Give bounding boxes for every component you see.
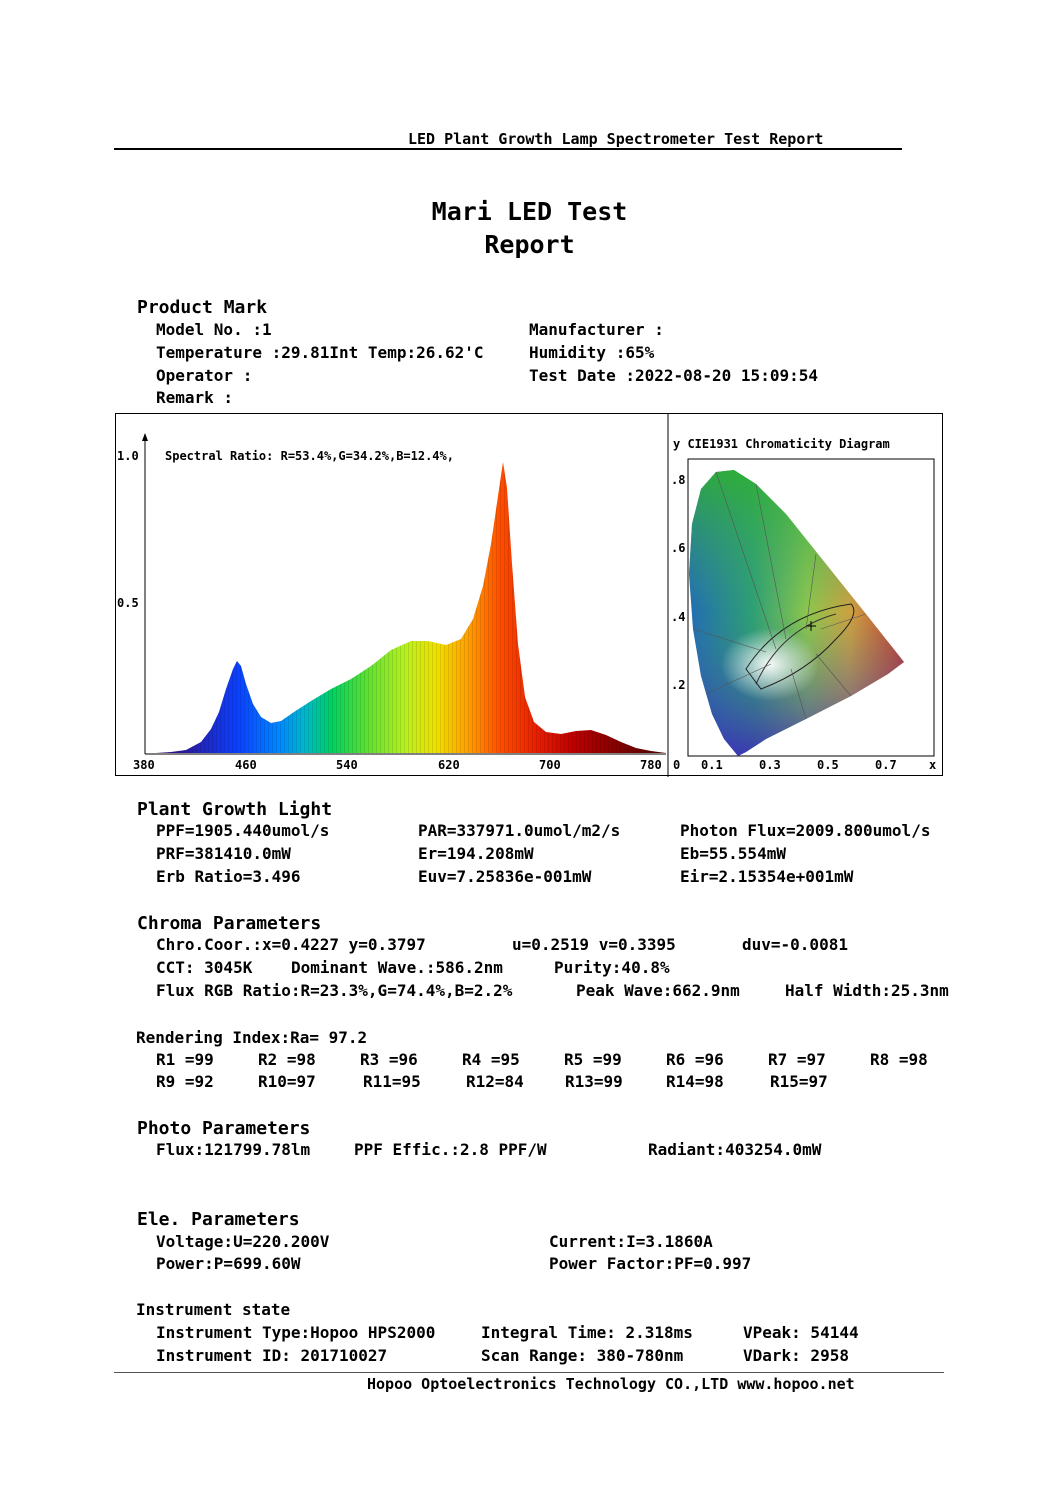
cie-x-05: 0.5 xyxy=(817,758,839,772)
remark: Remark : xyxy=(156,388,234,407)
ppf: PPF=1905.440umol/s xyxy=(156,821,330,840)
cie-y-02: .2 xyxy=(671,678,686,692)
photon-flux: Photon Flux=2009.800umol/s xyxy=(680,821,931,840)
footer-rule xyxy=(114,1372,944,1373)
photo-heading: Photo Parameters xyxy=(137,1118,311,1139)
r9: R9 =92 xyxy=(156,1072,214,1091)
integral-time: Integral Time: 2.318ms xyxy=(481,1323,693,1342)
r11: R11=95 xyxy=(363,1072,421,1091)
page-title-line1: Mari LED Test xyxy=(431,197,628,226)
current: Current:I=3.1860A xyxy=(549,1232,713,1251)
dominant-wave: Dominant Wave.:586.2nm xyxy=(291,958,503,977)
cct: CCT: 3045K xyxy=(156,958,253,977)
peak-wave: Peak Wave:662.9nm xyxy=(576,981,740,1000)
x-tick-620: 620 xyxy=(438,758,460,772)
flux-rgb-ratio: Flux RGB Ratio:R=23.3%,G=74.4%,B=2.2% xyxy=(156,981,513,1000)
euv: Euv=7.25836e-001mW xyxy=(418,867,592,886)
spectrum-y-label-05: 0.5 xyxy=(117,596,139,610)
instrument-heading: Instrument state xyxy=(136,1300,291,1319)
cie-x-axis-label: x xyxy=(929,758,937,772)
cie-y-04: .4 xyxy=(671,610,686,624)
uv-coor: u=0.2519 v=0.3395 xyxy=(512,935,676,954)
prf: PRF=381410.0mW xyxy=(156,844,291,863)
charts-svg xyxy=(116,414,944,777)
x-tick-780: 780 xyxy=(640,758,662,772)
header-rule xyxy=(114,148,902,150)
operator: Operator : xyxy=(156,366,253,385)
r2: R2 =98 xyxy=(258,1050,316,1069)
instrument-id: Instrument ID: 201710027 xyxy=(156,1346,388,1365)
page-title-line2: Report xyxy=(484,230,575,259)
eir: Eir=2.15354e+001mW xyxy=(680,867,854,886)
r14: R14=98 xyxy=(666,1072,724,1091)
r5: R5 =99 xyxy=(564,1050,622,1069)
erb-ratio: Erb Ratio=3.496 xyxy=(156,867,301,886)
par: PAR=337971.0umol/m2/s xyxy=(418,821,621,840)
spectrum-y-label-1: 1.0 xyxy=(117,449,139,463)
r4: R4 =95 xyxy=(462,1050,520,1069)
r10: R10=97 xyxy=(258,1072,316,1091)
r15: R15=97 xyxy=(770,1072,828,1091)
cie-y-06: .6 xyxy=(671,541,686,555)
y-axis-arrow-icon xyxy=(142,433,148,441)
humidity: Humidity :65% xyxy=(529,343,655,362)
x-tick-380: 380 xyxy=(133,758,155,772)
temperature: Temperature :29.81Int Temp:26.62'C xyxy=(156,343,484,362)
er: Er=194.208mW xyxy=(418,844,534,863)
half-width: Half Width:25.3nm xyxy=(785,981,949,1000)
r1: R1 =99 xyxy=(156,1050,214,1069)
footer-company: Hopoo Optoelectronics Technology CO.,LTD www.hopoo.net xyxy=(367,1375,855,1393)
r12: R12=84 xyxy=(466,1072,524,1091)
r7: R7 =97 xyxy=(768,1050,826,1069)
chart-panel xyxy=(115,413,943,776)
flux: Flux:121799.78lm xyxy=(156,1140,311,1159)
power: Power:P=699.60W xyxy=(156,1254,301,1273)
r6: R6 =96 xyxy=(666,1050,724,1069)
cie-x-03: 0.3 xyxy=(759,758,781,772)
ele-heading: Ele. Parameters xyxy=(137,1209,300,1230)
vdark: VDark: 2958 xyxy=(743,1346,849,1365)
voltage: Voltage:U=220.200V xyxy=(156,1232,330,1251)
cie-title: y CIE1931 Chromaticity Diagram xyxy=(673,437,890,451)
report-type-header: LED Plant Growth Lamp Spectrometer Test Report xyxy=(408,130,824,148)
rendering-heading: Rendering Index:Ra= 97.2 xyxy=(136,1028,368,1047)
r8: R8 =98 xyxy=(870,1050,928,1069)
vpeak: VPeak: 54144 xyxy=(743,1323,859,1342)
r3: R3 =96 xyxy=(360,1050,418,1069)
x-tick-700: 700 xyxy=(539,758,561,772)
plant-growth-heading: Plant Growth Light xyxy=(137,799,333,820)
spectral-ratio: Spectral Ratio: R=53.4%,G=34.2%,B=12.4%, xyxy=(165,449,454,463)
x-tick-540: 540 xyxy=(336,758,358,772)
cie-x-01: 0.1 xyxy=(701,758,723,772)
model-no: Model No. :1 xyxy=(156,320,272,339)
manufacturer: Manufacturer : xyxy=(529,320,664,339)
power-factor: Power Factor:PF=0.997 xyxy=(549,1254,752,1273)
chroma-heading: Chroma Parameters xyxy=(137,913,322,934)
ppf-effic: PPF Effic.:2.8 PPF/W xyxy=(354,1140,547,1159)
x-tick-460: 460 xyxy=(235,758,257,772)
scan-range: Scan Range: 380-780nm xyxy=(481,1346,684,1365)
product-mark-heading: Product Mark xyxy=(137,297,268,318)
purity: Purity:40.8% xyxy=(554,958,670,977)
r13: R13=99 xyxy=(565,1072,623,1091)
chro-coor: Chro.Coor.:x=0.4227 y=0.3797 xyxy=(156,935,426,954)
radiant: Radiant:403254.0mW xyxy=(648,1140,822,1159)
cie-x-0: 0 xyxy=(673,758,681,772)
eb: Eb=55.554mW xyxy=(680,844,786,863)
instrument-type: Instrument Type:Hopoo HPS2000 xyxy=(156,1323,436,1342)
cie-y-08: .8 xyxy=(671,473,686,487)
duv: duv=-0.0081 xyxy=(742,935,848,954)
cie-x-07: 0.7 xyxy=(875,758,897,772)
test-date: Test Date :2022-08-20 15:09:54 xyxy=(529,366,818,385)
